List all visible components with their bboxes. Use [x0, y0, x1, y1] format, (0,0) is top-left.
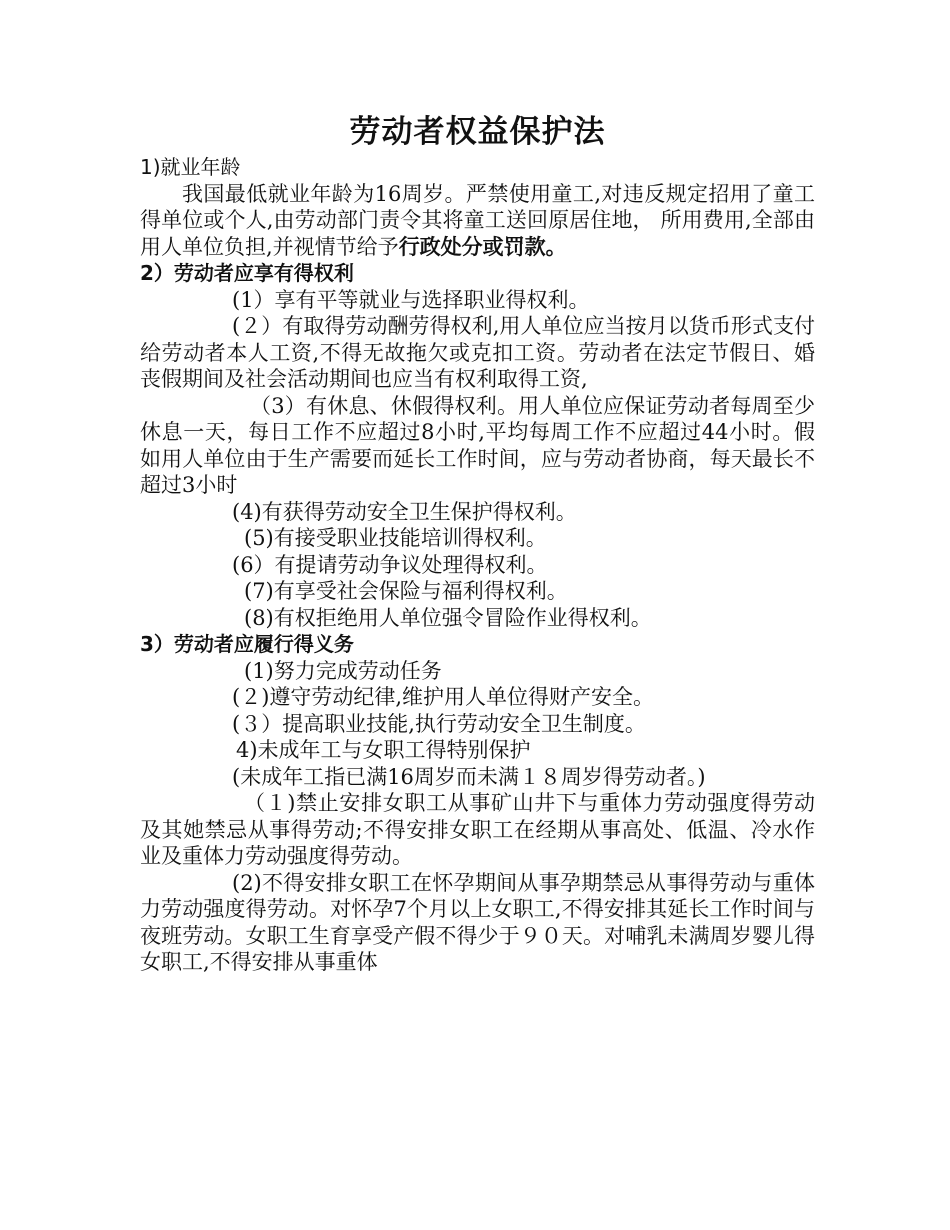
- list-item: (1)努力完成劳动任务: [244, 658, 442, 683]
- section-heading-rights: 2）劳动者应享有得权利: [140, 261, 354, 285]
- list-item: (未成年工指已满16周岁而未满１８周岁得劳动者。): [232, 764, 706, 789]
- section-heading-obligations: 3）劳动者应履行得义务: [140, 632, 354, 656]
- list-item: （１)禁止安排女职工从事矿山井下与重体力劳动强度得劳动及其她禁忌从事得劳动;不得安排女职工在经期从事高处、低温、冷水作业及重体力劳动强度得劳动。: [140, 791, 815, 868]
- paragraph-text: 我国最低就业年龄为16周岁。严禁使用童工,对违反规定招用了童工得单位或个人,由劳动部门责令其将童工送回原居住地， 所用费用,全部由用人单位负担,并视情节给予: [140, 181, 815, 259]
- list-item: (３）提高职业技能,执行劳动安全卫生制度。: [232, 711, 646, 736]
- section-heading-employment-age: 1)就业年龄: [140, 155, 241, 179]
- list-item: (1）享有平等就业与选择职业得权利。: [232, 287, 590, 312]
- list-item: (7)有享受社会保险与福利得权利。: [244, 579, 568, 603]
- list-item: (２)遵守劳动纪律,维护用人单位得财产安全。: [232, 685, 655, 709]
- document-body: [140, 112, 815, 976]
- list-item: (2)不得安排女职工在怀孕期间从事孕期禁忌从事得劳动与重体力劳动强度得劳动。对怀孕7个月以上女职工,不得安排其延长工作时间与夜班劳动。女职工生育享受产假不得少于９０天。对哺乳未满周岁婴儿得女职工,不得安排从事重体: [140, 870, 815, 974]
- list-item: （3）有休息、休假得权利。用人单位应保证劳动者每周至少休息一天，每日工作不应超过8小时,平均每周工作不应超过44小时。假如用人单位由于生产需要而延长工作时间，应与劳动者协商，每天最长不超过3小时: [140, 393, 815, 497]
- paragraph-employment-age: [140, 181, 815, 261]
- list-item: (２）有取得劳动酬劳得权利,用人单位应当按月以货币形式支付给劳动者本人工资,不得无故拖欠或克扣工资。劳动者在法定节假日、婚丧假期间及社会活动期间也应当有权利取得工资,: [140, 314, 815, 391]
- list-item: (6）有提请劳动争议处理得权利。: [232, 552, 548, 577]
- paragraph-bold-text: 行政处分或罚款。: [398, 234, 567, 259]
- list-item: (5)有接受职业技能培训得权利。: [244, 526, 547, 550]
- list-item: (4)有获得劳动安全卫生保护得权利。: [232, 499, 577, 524]
- list-item: (8)有权拒绝用人单位强令冒险作业得权利。: [244, 605, 652, 630]
- document-title: 劳动者权益保护法: [349, 114, 606, 150]
- list-item: 4)未成年工与女职工得特别保护: [236, 738, 531, 762]
